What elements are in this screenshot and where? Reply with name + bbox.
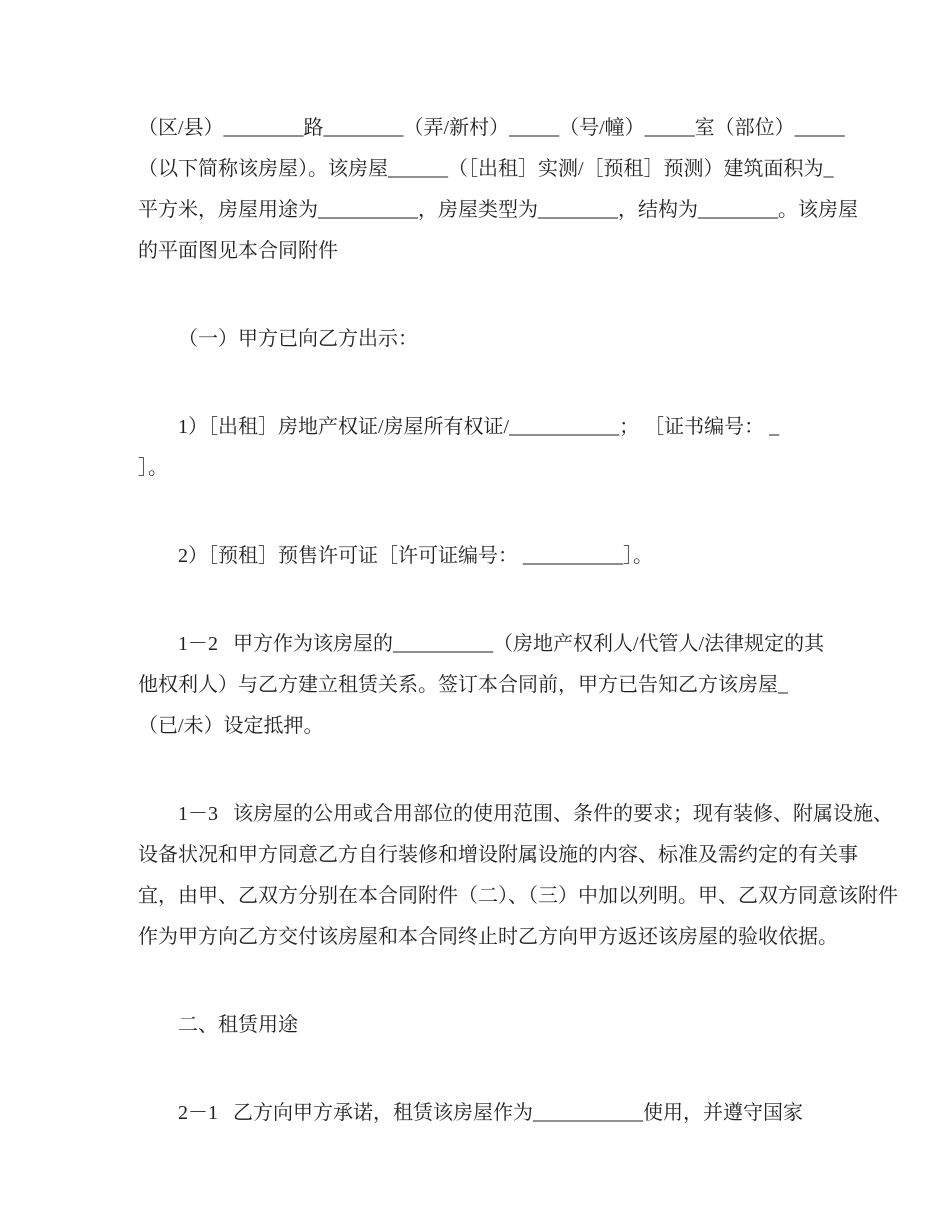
paragraph-section-2-heading xyxy=(138,1005,822,1046)
contract-line: 作为甲方向乙方交付该房屋和本合同终止时乙方向甲方返还该房屋的验收依据。 xyxy=(138,926,838,948)
paragraph-clause-1-disclosure-intro xyxy=(138,319,822,360)
contract-line: （以下简称该房屋）。该房屋______（［出租］实测/［预租］预测）建筑面积为_ xyxy=(138,158,834,180)
contract-line: 宜，由甲、乙双方分别在本合同附件（二）、（三）中加以列明。甲、乙双方同意该附件 xyxy=(138,885,898,907)
contract-line: ］。 xyxy=(138,457,168,479)
paragraph-premises-description xyxy=(138,108,858,272)
contract-line: 1－3 该房屋的公用或合用部位的使用范围、条件的要求；现有装修、附属设施、 xyxy=(178,803,893,825)
contract-line: 1）［出租］房地产权证/房屋所有权证/___________； ［证书编号： _ xyxy=(178,416,780,438)
contract-line: （已/未）设定抵押。 xyxy=(138,715,324,737)
contract-line: 他权利人）与乙方建立租赁关系。签订本合同前，甲方已告知乙方该房屋_ xyxy=(138,674,788,696)
paragraph-clause-1-3-shared-areas xyxy=(138,794,898,958)
paragraph-clause-1-2-landlord-capacity xyxy=(138,624,825,747)
paragraph-clause-2-1-usage-promise xyxy=(138,1093,822,1134)
contract-line: （区/县）________路________（弄/新村）_____（号/幢）_____室（部位）_____ xyxy=(138,117,845,139)
contract-line: 1－2 甲方作为该房屋的__________（房地产权利人/代管人/法律规定的其 xyxy=(178,633,825,655)
contract-line: 的平面图见本合同附件 xyxy=(138,240,338,262)
paragraph-item-2-presale-permit xyxy=(138,536,822,577)
contract-line: 平方米，房屋用途为__________，房屋类型为________，结构为________。该房屋 xyxy=(138,199,858,221)
paragraph-item-1-property-certificate xyxy=(138,407,822,489)
contract-line: 设备状况和甲方同意乙方自行装修和增设附属设施的内容、标准及需约定的有关事 xyxy=(138,844,858,866)
contract-line: 2）［预租］预售许可证［许可证编号： __________］。 xyxy=(178,545,653,567)
section-heading: 二、租赁用途 xyxy=(178,1014,298,1036)
contract-line: 2－1 乙方向甲方承诺，租赁该房屋作为___________使用，并遵守国家 xyxy=(178,1102,803,1124)
contract-line: （一）甲方已向乙方出示： xyxy=(178,328,418,350)
